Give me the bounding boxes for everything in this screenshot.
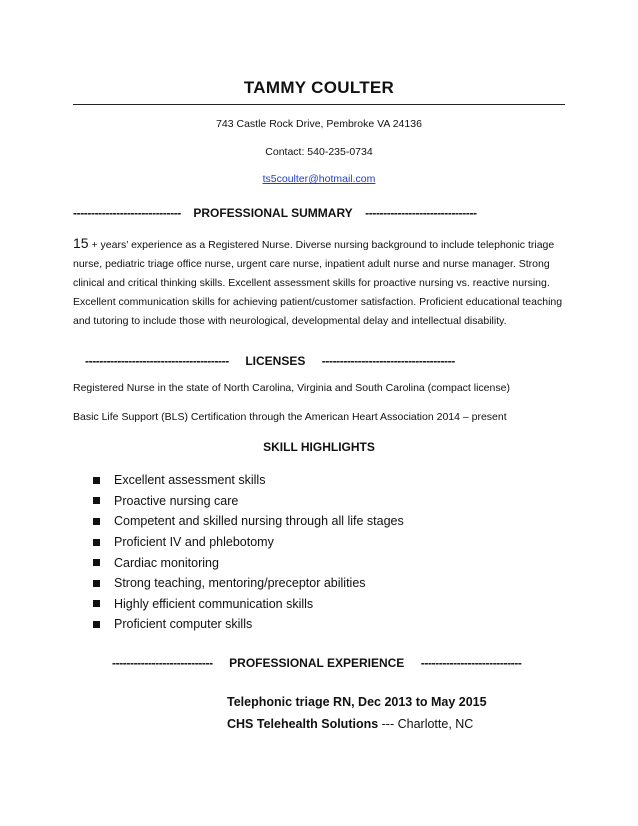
licenses-title: LICENSES [245,354,306,368]
experience-heading [112,654,521,672]
experience-dash-left: ---------------------------- [112,656,213,670]
summary-years: 15 [73,235,89,251]
employer-line [227,717,473,731]
square-bullet-icon [93,539,100,546]
skill-label: Excellent assessment skills [114,473,266,488]
license-item: Basic Life Support (BLS) Certification through the American Heart Association 2014 – present [73,411,507,423]
skill-item [93,552,404,573]
square-bullet-icon [93,477,100,484]
skill-label: Proficient IV and phlebotomy [114,535,274,550]
skills-list [93,470,404,635]
phone-contact: Contact: 540-235-0734 [265,146,373,158]
license-item: Registered Nurse in the state of North Carolina, Virginia and South Carolina (compact license) [73,382,510,394]
skill-label: Strong teaching, mentoring/preceptor abilities [114,576,366,591]
job-title: Telephonic triage RN, Dec 2013 to May 2015 [227,695,487,709]
employer-separator: --- [378,717,398,731]
summary-dash-right: ------------------------------- [365,206,477,220]
email-link[interactable]: ts5coulter@hotmail.com [262,173,376,185]
skill-item [93,511,404,532]
skill-item [93,594,404,615]
square-bullet-icon [93,559,100,566]
experience-title: PROFESSIONAL EXPERIENCE [229,656,405,670]
skill-label: Proficient computer skills [114,617,253,632]
summary-text: + years’ experience as a Registered Nurse. Diverse nursing background to include telephonic triage nurse, pediatric triage office nurse, urgent care nurse, inpatient adult nurse and nurse manager. Strong clinical and critical thinking skills. Excellent assessment skills for proactive nursing vs. reactive nursing. Excellent communication skills for achieving patient/customer satisfaction. Proficient educational teaching and tutoring to include those with neurological, developmental delay and intellectual disability. [73,239,563,327]
square-bullet-icon [93,621,100,628]
square-bullet-icon [93,518,100,525]
skill-label: Highly efficient communication skills [114,596,314,611]
summary-paragraph [73,234,568,331]
employer-name: CHS Telehealth Solutions [227,717,379,731]
skill-item [93,614,404,635]
address: 743 Castle Rock Drive, Pembroke VA 24136 [216,118,422,130]
skill-item [93,573,404,594]
summary-heading [73,204,477,222]
email-link-row [0,173,638,185]
skill-label: Cardiac monitoring [114,555,219,570]
square-bullet-icon [93,600,100,607]
licenses-dash-right: ------------------------------------- [321,354,455,368]
header-divider [73,104,565,105]
licenses-heading [85,352,455,370]
square-bullet-icon [93,497,100,504]
employer-location: Charlotte, NC [397,717,474,731]
skill-label: Competent and skilled nursing through all life stages [114,514,404,529]
skill-label: Proactive nursing care [114,493,239,508]
summary-dash-left: ------------------------------ [73,206,181,220]
licenses-dash-left: ---------------------------------------- [85,354,229,368]
skill-item [93,532,404,553]
skill-item [93,491,404,512]
candidate-name: TAMMY COULTER [243,78,395,97]
skills-title: SKILL HIGHLIGHTS [263,440,375,454]
experience-dash-right: ---------------------------- [420,656,522,670]
square-bullet-icon [93,580,100,587]
skill-item [93,470,404,491]
summary-title: PROFESSIONAL SUMMARY [193,206,353,220]
